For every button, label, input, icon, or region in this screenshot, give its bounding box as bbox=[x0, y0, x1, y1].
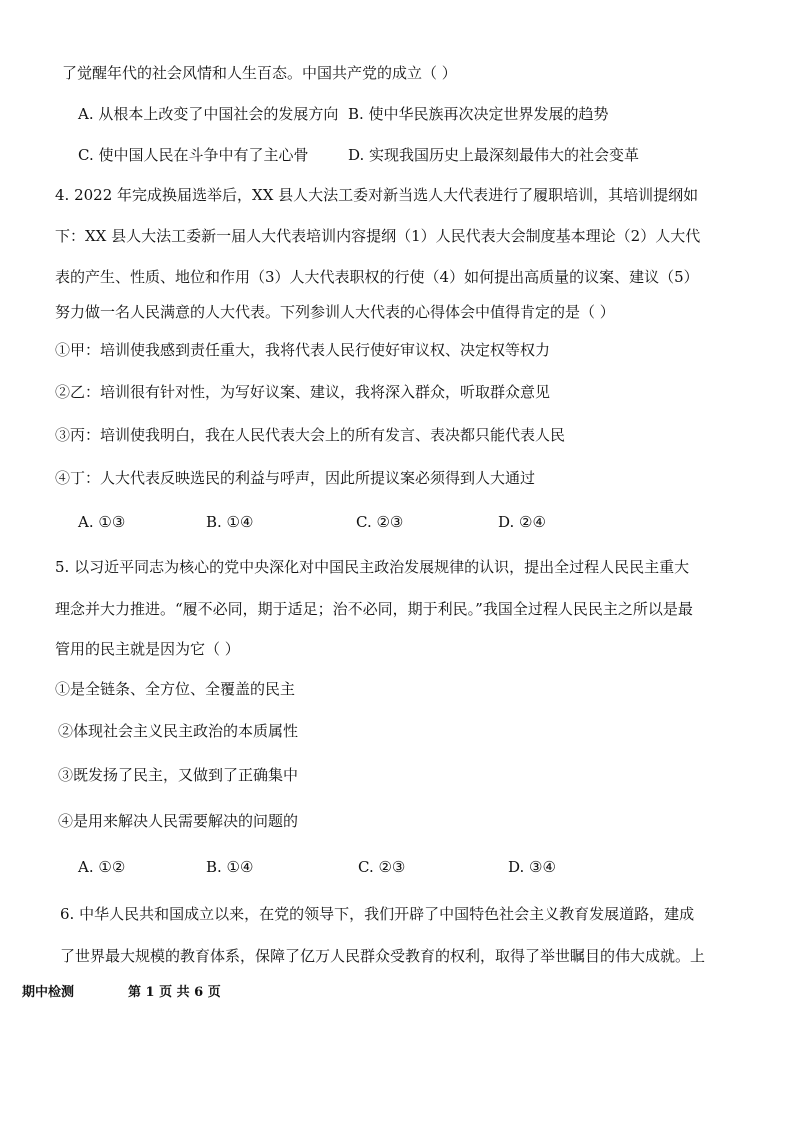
footer-exam-label: 期中检测 bbox=[22, 985, 75, 1000]
q4-option-b: B. ①④ bbox=[206, 513, 254, 531]
q4-stem-line-2: 下：XX 县人大法工委新一届人大代表培训内容提纲（1）人民代表大会制度基本理论（2）人大代 bbox=[55, 227, 701, 245]
q5-option-c: C. ②③ bbox=[358, 858, 406, 876]
q5-option-d: D. ③④ bbox=[508, 858, 556, 876]
q5-option-a: A. ①② bbox=[78, 858, 126, 876]
q3-stem-line: 了觉醒年代的社会风情和人生百态。中国共产党的成立（ ） bbox=[62, 64, 457, 82]
q3-option-a: A. 从根本上改变了中国社会的发展方向 bbox=[78, 105, 339, 123]
q4-stem-line-1: 4. 2022 年完成换届选举后，XX 县人大法工委对新当选人大代表进行了履职培训，其培训提纲如 bbox=[55, 186, 699, 204]
q5-statement-3: ③既发扬了民主，又做到了正确集中 bbox=[58, 766, 299, 784]
q4-statement-1: ①甲：培训使我感到责任重大，我将代表人民行使好审议权、决定权等权力 bbox=[55, 341, 551, 359]
q4-statement-2: ②乙：培训很有针对性，为写好议案、建议，我将深入群众，听取群众意见 bbox=[55, 383, 551, 401]
q4-statement-3: ③丙：培训使我明白，我在人民代表大会上的所有发言、表决都只能代表人民 bbox=[55, 426, 566, 444]
q6-stem-line-1: 6. 中华人民共和国成立以来，在党的领导下，我们开辟了中国特色社会主义教育发展道路，建成 bbox=[60, 905, 695, 923]
q3-option-b: B. 使中华民族再次决定世界发展的趋势 bbox=[348, 105, 609, 123]
q5-stem-line-2: 理念并大力推进。“履不必同，期于适足；治不必同，期于利民。”我国全过程人民民主之所以是最 bbox=[55, 600, 693, 618]
q5-stem-line-1: 5. 以习近平同志为核心的党中央深化对中国民主政治发展规律的认识，提出全过程人民民主重大 bbox=[55, 558, 690, 576]
q4-option-c: C. ②③ bbox=[356, 513, 404, 531]
q5-option-b: B. ①④ bbox=[206, 858, 254, 876]
q4-option-d: D. ②④ bbox=[498, 513, 546, 531]
q4-option-a: A. ①③ bbox=[78, 513, 126, 531]
q4-statement-4: ④丁：人大代表反映选民的利益与呼声，因此所提议案必须得到人大通过 bbox=[55, 469, 536, 487]
q3-option-c: C. 使中国人民在斗争中有了主心骨 bbox=[78, 146, 309, 164]
q5-statement-1: ①是全链条、全方位、全覆盖的民主 bbox=[55, 680, 296, 698]
q4-stem-line-4: 努力做一名人民满意的人大代表。下列参训人大代表的心得体会中值得肯定的是（ ） bbox=[55, 303, 615, 321]
q5-statement-4: ④是用来解决人民需要解决的问题的 bbox=[58, 812, 299, 830]
q5-statement-2: ②体现社会主义民主政治的本质属性 bbox=[58, 722, 299, 740]
q3-option-d: D. 实现我国历史上最深刻最伟大的社会变革 bbox=[348, 146, 640, 164]
q6-stem-line-2: 了世界最大规模的教育体系，保障了亿万人民群众受教育的权利，取得了举世瞩目的伟大成就。上 bbox=[60, 947, 706, 965]
q4-stem-line-3: 表的产生、性质、地位和作用（3）人大代表职权的行使（4）如何提出高质量的议案、建议（5） bbox=[55, 268, 699, 286]
q5-stem-line-3: 管用的民主就是因为它（ ） bbox=[55, 640, 240, 658]
footer-page-number: 第 1 页 共 6 页 bbox=[128, 985, 221, 1000]
